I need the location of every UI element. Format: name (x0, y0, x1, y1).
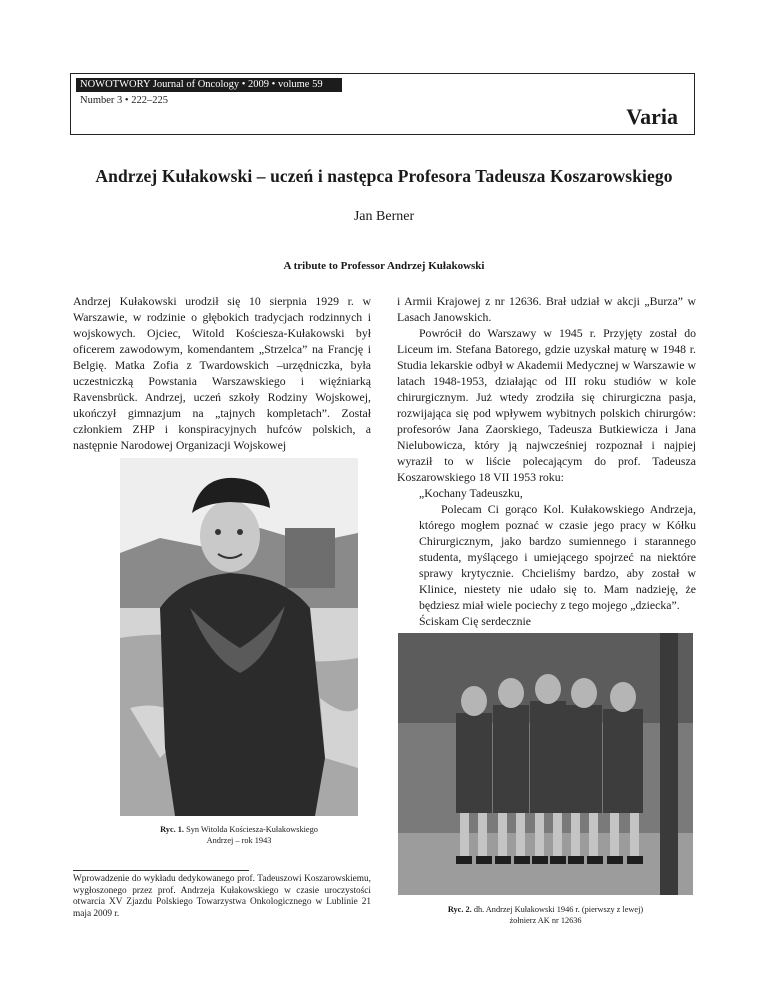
scouts-group-image (398, 633, 693, 895)
article-subtitle: A tribute to Professor Andrzej Kułakowski (283, 260, 485, 272)
left-column (73, 293, 371, 453)
figure-2-caption (398, 904, 693, 926)
figure-2-caption-line-1: dh. Andrzej Kułakowski 1946 r. (pierwszy z lewej) (473, 905, 644, 914)
figure-2-caption-line-2: żołnierz AK nr 12636 (509, 916, 582, 925)
quoted-letter (397, 485, 696, 645)
letter-salutation: „Kochany Tadeuszku, (419, 486, 523, 500)
figure-1-caption-line-1: Syn Witolda Kościesza-Kułakowskiego (186, 825, 318, 834)
figure-1-caption (120, 824, 358, 846)
journal-name-banner: NOWOTWORY Journal of Oncology • 2009 • volume 59 (76, 78, 342, 92)
figure-1-caption-line-2: Andrzej – rok 1943 (206, 836, 272, 845)
article-author: Jan Berner (353, 209, 415, 224)
footnote-divider (73, 870, 249, 871)
issue-info: Number 3 • 222–225 (80, 95, 168, 106)
figure-1-label: Ryc. 1. (160, 825, 185, 834)
body-paragraph: Powrócił do Warszawy w 1945 r. Przyjęty został do Liceum im. Stefana Batorego, gdzie uzyskał maturę w 1948 r. Studia lekarskie odbył w Akademii Medycznej w Warszawie w latach 1948-1953, działając od III roku studiów w kole chirurgicznym. Już wtedy zrodziła się chirurgiczna pasja, rozwijająca się pod wpływem wybitnych polskich chirurgów: profesorów Jana Zaorskiego, Tadeusza Butkiewicza i Jana Nielubowicza, który ją najwcześniej rozpoznał i najpiej wyraził to w liście polecającym do prof. Tadeusza Koszarowskiego 18 VII 1953 roku: (397, 326, 696, 484)
body-paragraph: Andrzej Kułakowski urodził się 10 sierpnia 1929 r. w Warszawie, w rodzinie o głębokich tradycjach rodzinnych i wojskowych. Ojciec, Witold Kościesza-Kułakowski był oficerem zawodowym, komendantem „Strzelca” na Francję i Belgię. Matka Zofia z Twardowskich –urzędniczka, była uczestniczką Powstania Warszawskiego i więźniarką Ravensbrück. Andrzej, uczeń szkoły Rodziny Wojskowej, ukończył gimnazjum na „tajnych kompletach”. Został członkiem ZHP i konspiracyjnych hufców polskich, a następnie Narodowej Organizacji Wojskowej (73, 294, 371, 452)
section-title: Varia (626, 104, 678, 129)
letter-closing: Ściskam Cię serdecznie (419, 614, 532, 628)
article-title: Andrzej Kułakowski – uczeń i następca Profesora Tadeusza Koszarowskiego (95, 166, 673, 186)
figure-2-label: Ryc. 2. (447, 905, 472, 914)
figure-2-photo (398, 633, 693, 895)
footnote: Wprowadzenie do wykładu dedykowanego prof. Tadeuszowi Koszarowskiemu, wygłoszonego przez prof. Andrzeja Kułakowskiego w czasie uroczystości otwarcia XV Zjazdu Polskiego Towarzystwa Onkologicznego w Lublinie 21 maja 2009 r. (73, 874, 371, 919)
body-paragraph: i Armii Krajowej z nr 12636. Brał udział w akcji „Burza” w Lasach Janowskich. (397, 294, 696, 324)
figure-1-photo (120, 458, 358, 816)
letter-body: Polecam Ci gorąco Kol. Kułakowskiego Andrzeja, którego mogłem poznać w czasie jego pracy w Kółku Chirurgicznym, jako bardzo sumiennego i starannego studenta, myślącego i umiejącego spojrzeć na niektóre sprawy krytycznie. Chcieliśmy bardzo, aby został w Klinice, niestety nie udało się to. Mam nadzieję, że będziesz miał wiele pociechy z tego mojego „dziecka”. (419, 502, 696, 612)
boy-portrait-image (120, 458, 358, 816)
right-column (397, 293, 696, 645)
